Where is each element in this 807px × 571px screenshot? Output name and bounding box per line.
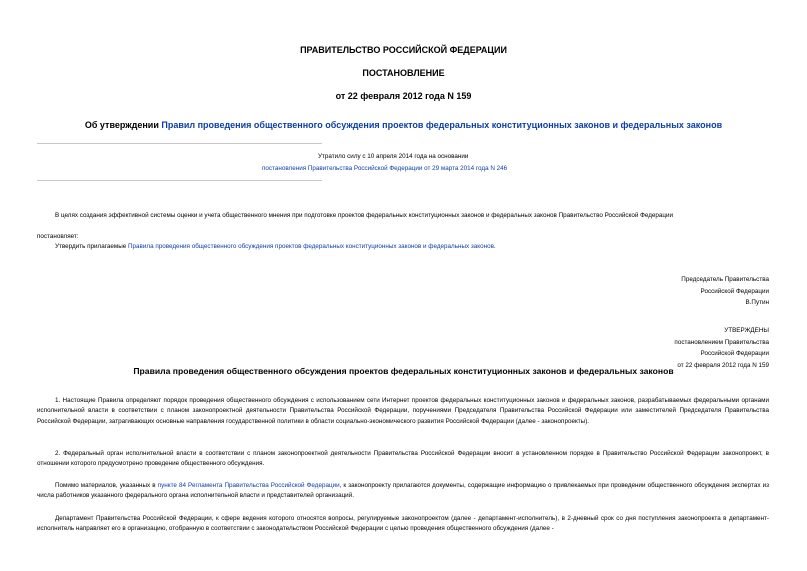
government-regulations-link[interactable]: пункте 84 Регламента Правительства Российской Федерации [157, 482, 340, 489]
rules-paragraph-3-suffix: , к законопроекту прилагаются документы, содержащие информацию о привлекаемых при проведении общественного обсуждения экспертах из числа работников указанного федерального органа исполнительной власти и представителей организаций. [37, 482, 769, 500]
approval-line2: постановлением Правительства [674, 338, 769, 346]
rules-title: Правила проведения общественного обсуждения проектов федеральных конституционных законов и федеральных законов [133, 366, 674, 376]
approved-rules-link[interactable]: Правила проведения общественного обсуждения проектов федеральных конституционных законов и федеральных законов [128, 243, 494, 250]
approval-line1: УТВЕРЖДЕНЫ [724, 327, 769, 334]
approve-clause [55, 242, 496, 252]
signature-block [681, 274, 769, 309]
document-title [0, 120, 807, 130]
rules-paragraph-2 [37, 449, 769, 470]
divider-top [37, 143, 322, 144]
rules-paragraph-1 [37, 396, 769, 427]
signature-position: Председатель Правительства [681, 276, 769, 283]
government-name: ПРАВИТЕЛЬСТВО РОССИЙСКОЙ ФЕДЕРАЦИИ [300, 45, 507, 55]
approval-block [674, 325, 769, 371]
approval-line3: Российской Федерации [700, 350, 769, 357]
signature-name: В.Путин [745, 299, 769, 306]
rules-paragraph-2-text: 2. Федеральный орган исполнительной власти в соответствии с планом законопроектной деятельности Правительства Российской Федерации вносит в установленном порядке в Правительство Российской Федерации законопроект, в отношении которого предусмотрено проведение общественного обсуждения. [37, 450, 769, 468]
document-date-number: от 22 февраля 2012 года N 159 [335, 91, 472, 101]
repealing-resolution-link[interactable]: постановления Правительства Российской Федерации от 29 марта 2014 года N 246 [262, 165, 508, 172]
approve-suffix: . [493, 243, 496, 250]
signature-country: Российской Федерации [700, 287, 769, 295]
approve-prefix: Утвердить прилагаемые [55, 243, 128, 250]
preamble-resolves: постановляет: [37, 233, 79, 240]
document-title-prefix: Об утверждении [84, 120, 162, 130]
rules-paragraph-3 [37, 481, 769, 502]
rules-paragraph-3-prefix: Помимо материалов, указанных в [55, 482, 158, 489]
divider-bottom [37, 180, 322, 181]
approval-line4: от 22 февраля 2012 года N 159 [677, 361, 769, 369]
status-note-line1: Утратило силу с 10 апреля 2014 года на основании [318, 153, 469, 160]
rules-paragraph-1-text: 1. Настоящие Правила определяют порядок проведения общественного обсуждения с использованием сети Интернет проектов федеральных конституционных законов и федеральных законов, разрабатываемых федеральными органами исполнительной власти в соответствии с планом законопроектной деятельности Правительства Российской Федерации, поручениями Председателя Правительства Российской Федерации или заместителей Председателя Правительства Российской Федерации, затрагивающих основные направления государственной политики в области социально-экономического развития Российской Федерации (далее - законопроекты). [37, 397, 769, 425]
document-type: ПОСТАНОВЛЕНИЕ [362, 68, 445, 78]
rules-paragraph-4 [37, 514, 769, 535]
preamble-intro: В целях создания эффективной системы оценки и учета общественного мнения при подготовке проектов федеральных конституционных законов и федеральных законов Правительство Российской Федерации [55, 212, 674, 219]
rules-paragraph-4-text: Департамент Правительства Российской Федерации, к сфере ведения которого относятся вопросы, регулируемые законопроектом (далее - департамент-исполнитель), в 2-дневный срок со дня поступления законопроекта в департамент-исполнитель направляет его в организацию, отобранную в соответствии с законодательством Российской Федерации с целью проведения общественного обсуждения (далее - [37, 515, 769, 533]
rules-title-link[interactable]: Правил проведения общественного обсуждения проектов федеральных конституционных законов и федеральных законов [161, 120, 723, 130]
